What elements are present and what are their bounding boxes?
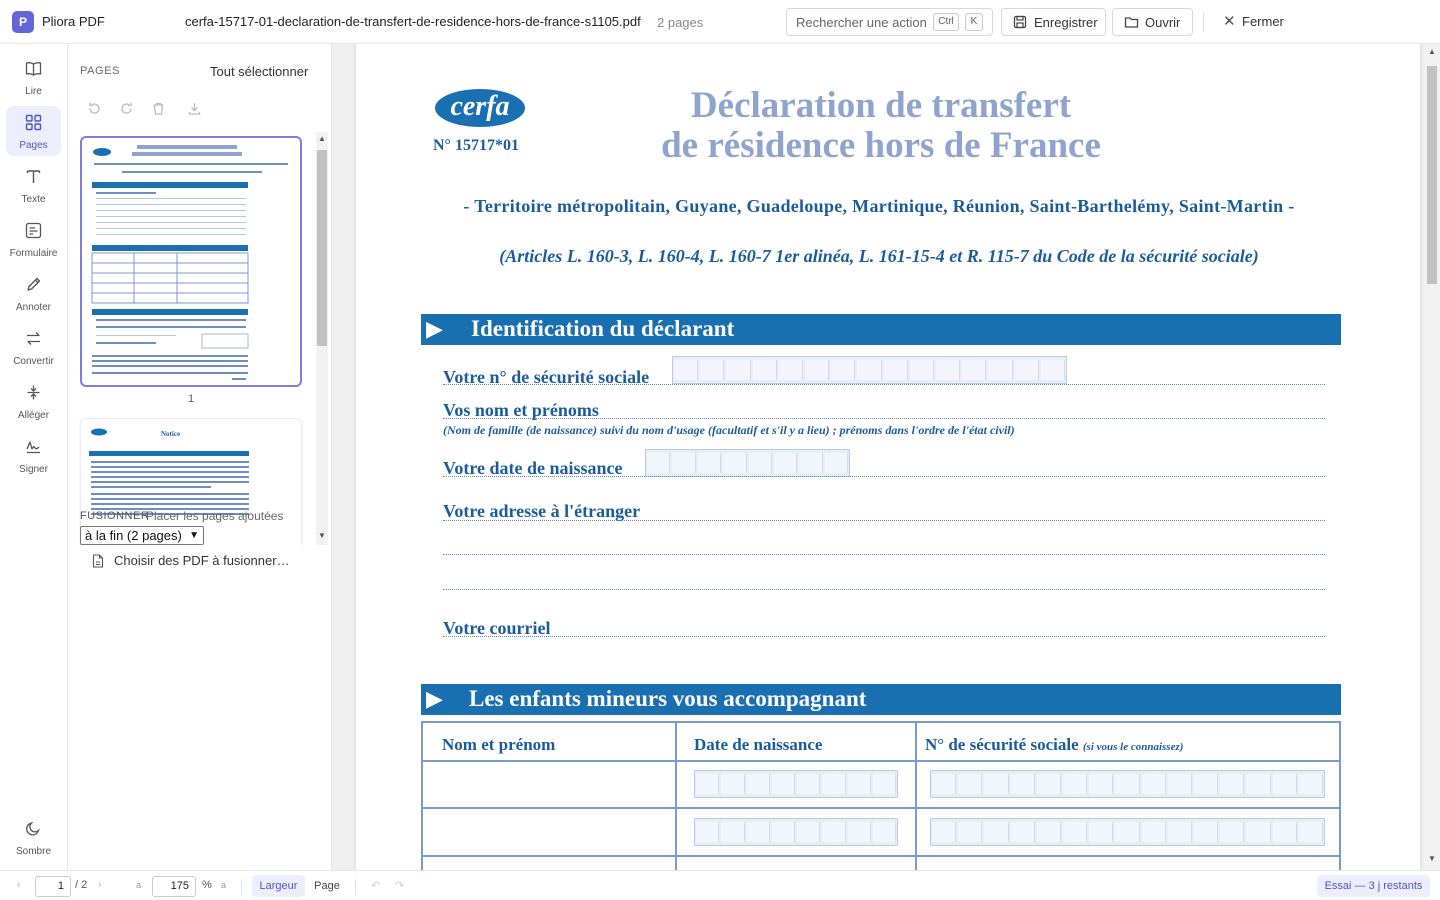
merge-section-label: FUSIONNER	[80, 510, 150, 522]
zoom-input[interactable]: 175	[152, 876, 196, 897]
document-title	[576, 86, 1186, 166]
dark-mode-label: Sombre	[15, 846, 51, 857]
cerfa-logo: cerfa	[435, 89, 525, 127]
child-ssn-box[interactable]	[1246, 774, 1270, 794]
dark-mode-toggle[interactable]	[6, 812, 61, 862]
section-title: Identification du déclarant	[471, 316, 735, 341]
rail-item-sign[interactable]	[6, 430, 61, 480]
ssn-input-boxes[interactable]	[672, 356, 1067, 384]
ssn-box[interactable]	[1041, 360, 1065, 380]
page-thumbnail-1[interactable]	[80, 136, 302, 387]
child-ssn-box[interactable]	[1089, 822, 1113, 842]
trash-icon[interactable]	[151, 101, 166, 116]
left-rail	[0, 44, 68, 870]
table-divider	[915, 723, 917, 870]
cerfa-number: N° 15717*01	[433, 137, 519, 154]
section-title: Les enfants mineurs vous accompagnant	[469, 686, 867, 711]
child-ssn-box[interactable]	[932, 774, 956, 794]
child-ssn-box[interactable]	[1299, 774, 1323, 794]
page-thumbnail-2-title: Notice	[161, 430, 181, 438]
ssn-box[interactable]	[988, 360, 1012, 380]
rail-label: Convertir	[13, 356, 54, 367]
column-header-ssn-note: (si vous le connaissez)	[1082, 741, 1184, 753]
status-bar	[0, 870, 1440, 900]
status-divider	[355, 879, 356, 895]
birth-date-input-boxes[interactable]	[645, 449, 850, 477]
child-birth-date-box[interactable]	[721, 774, 744, 794]
ssn-box[interactable]	[726, 360, 750, 380]
ssn-box[interactable]	[962, 360, 986, 380]
section-children	[421, 684, 1341, 715]
child-ssn-box[interactable]	[1142, 774, 1166, 794]
rail-label: Pages	[19, 140, 48, 151]
child-birth-date-box[interactable]	[747, 774, 770, 794]
scroll-down-arrow[interactable]: ▼	[1428, 854, 1436, 863]
app-logo: P	[12, 11, 34, 33]
thumbnails-scrollbar[interactable]	[316, 132, 328, 545]
folder-icon	[1124, 15, 1139, 29]
save-button[interactable]	[1001, 8, 1106, 36]
grid-icon	[25, 114, 42, 131]
search-action-label: Rechercher une action	[796, 15, 927, 30]
child-birth-date-box[interactable]	[822, 774, 845, 794]
zoom-out-icon[interactable]: a	[136, 880, 142, 890]
chevron-down-icon: ▼	[189, 530, 199, 541]
pages-panel-title: PAGES	[80, 65, 121, 77]
scroll-up-arrow[interactable]: ▲	[1428, 47, 1436, 56]
ssn-box[interactable]	[700, 360, 724, 380]
child-ssn-box[interactable]	[1142, 822, 1166, 842]
page-thumbnails	[68, 132, 332, 545]
document-viewport[interactable]	[332, 44, 1440, 870]
rotate-left-icon[interactable]	[87, 101, 102, 116]
merge-placement-label: Placer les pages ajoutées	[146, 509, 284, 523]
child-ssn-boxes[interactable]	[930, 818, 1325, 846]
table-divider	[423, 855, 1339, 857]
thumbnails-scroll-thumb[interactable]	[317, 150, 327, 346]
child-birth-date-box[interactable]	[848, 822, 871, 842]
child-ssn-box[interactable]	[1115, 822, 1139, 842]
child-ssn-box[interactable]	[958, 822, 982, 842]
child-ssn-box[interactable]	[984, 822, 1008, 842]
rail-label: Formulaire	[9, 248, 58, 259]
merge-placement-select[interactable]	[80, 526, 204, 545]
birth-date-box[interactable]	[799, 453, 822, 473]
ssn-box[interactable]	[753, 360, 777, 380]
birth-date-box[interactable]	[672, 453, 695, 473]
child-ssn-box[interactable]	[1037, 822, 1061, 842]
rail-label: Alléger	[17, 410, 50, 421]
child-ssn-box[interactable]	[1063, 822, 1087, 842]
trial-badge[interactable]: Essai — 3 j restants	[1317, 875, 1430, 897]
birth-date-box[interactable]	[774, 453, 797, 473]
ssn-box[interactable]	[910, 360, 934, 380]
file-page-count: 2 pages	[657, 15, 704, 30]
child-birth-date-boxes[interactable]	[694, 818, 898, 846]
children-table	[421, 721, 1341, 870]
child-birth-date-box[interactable]	[797, 774, 820, 794]
address-dotted-line-2[interactable]	[443, 554, 1325, 555]
child-ssn-box[interactable]	[1246, 822, 1270, 842]
child-ssn-box[interactable]	[1037, 774, 1061, 794]
save-icon	[1013, 15, 1027, 29]
child-ssn-box[interactable]	[1220, 822, 1244, 842]
close-button[interactable]	[1215, 8, 1295, 36]
top-bar	[0, 0, 1440, 44]
child-ssn-box[interactable]	[1011, 822, 1035, 842]
child-ssn-box[interactable]	[1011, 774, 1035, 794]
column-header-ssn	[925, 735, 1183, 755]
rail-label: Lire	[25, 86, 42, 97]
open-label: Ouvrir	[1145, 15, 1181, 30]
close-label: Fermer	[1242, 14, 1284, 29]
child-ssn-box[interactable]	[1168, 822, 1192, 842]
child-ssn-box[interactable]	[1273, 822, 1297, 842]
child-birth-date-box[interactable]	[721, 822, 744, 842]
table-divider	[675, 723, 677, 870]
section-arrow-icon: ▶	[426, 686, 443, 711]
pen-icon	[25, 276, 42, 293]
rail-item-form[interactable]	[6, 214, 61, 264]
table-divider	[423, 760, 1339, 762]
section-arrow-icon: ▶	[426, 316, 443, 341]
page-thumbnail-1-preview	[82, 138, 300, 385]
child-birth-date-box[interactable]	[848, 774, 871, 794]
child-birth-date-box[interactable]	[822, 822, 845, 842]
rail-item-read[interactable]	[6, 52, 61, 102]
undo-icon[interactable]: ↶	[371, 880, 381, 892]
birth-date-box[interactable]	[723, 453, 746, 473]
convert-icon	[25, 330, 42, 347]
child-ssn-box[interactable]	[958, 774, 982, 794]
column-header-birth-date: Date de naissance	[694, 735, 823, 754]
child-ssn-box[interactable]	[1063, 774, 1087, 794]
kbd-ctrl: Ctrl	[933, 13, 959, 31]
rail-label: Annoter	[15, 302, 52, 313]
document-scrollbar[interactable]	[1424, 44, 1440, 870]
search-action-input[interactable]	[786, 8, 993, 36]
child-birth-date-box[interactable]	[747, 822, 770, 842]
column-header-ssn-label: N° de sécurité sociale	[925, 735, 1079, 754]
field-note-name: (Nom de famille (de naissance) suivi du nom d'usage (facultatif et s'il y a lieu) ; prénoms dans l'ordre de l'état civil)	[443, 423, 1015, 437]
field-label-name: Vos nom et prénoms	[443, 400, 599, 420]
scroll-down-arrow[interactable]: ▼	[318, 531, 326, 540]
address-dotted-line-1[interactable]	[443, 520, 1325, 521]
page-thumbnail-1-number: 1	[187, 393, 195, 405]
ssn-box[interactable]	[884, 360, 908, 380]
rail-item-convert[interactable]	[6, 322, 61, 372]
child-birth-date-box[interactable]	[696, 822, 719, 842]
child-ssn-box[interactable]	[1194, 774, 1218, 794]
redo-icon[interactable]: ↷	[395, 880, 405, 892]
address-dotted-line-3[interactable]	[443, 589, 1325, 590]
rail-item-pages[interactable]	[6, 106, 61, 156]
ssn-box[interactable]	[674, 360, 698, 380]
kbd-k: K	[965, 13, 983, 31]
child-ssn-box[interactable]	[1220, 774, 1244, 794]
ssn-box[interactable]	[779, 360, 803, 380]
section-identification	[421, 314, 1341, 345]
child-birth-date-box[interactable]	[873, 774, 896, 794]
merge-placement-value: à la fin (2 pages)	[85, 528, 182, 543]
ssn-box[interactable]	[831, 360, 855, 380]
choose-pdf-label: Choisir des PDF à fusionner…	[114, 553, 290, 568]
document-title-line-2: de résidence hors de France	[661, 125, 1101, 166]
rotate-right-icon[interactable]	[119, 101, 134, 116]
child-ssn-boxes[interactable]	[930, 770, 1325, 798]
child-ssn-box[interactable]	[1115, 774, 1139, 794]
birth-date-dotted-line	[443, 476, 1325, 477]
child-birth-date-box[interactable]	[797, 822, 820, 842]
fit-page-button[interactable]: Page	[314, 880, 340, 892]
child-ssn-box[interactable]	[1273, 774, 1297, 794]
rail-item-annotate[interactable]	[6, 268, 61, 318]
child-ssn-box[interactable]	[1089, 774, 1113, 794]
child-ssn-box[interactable]	[984, 774, 1008, 794]
child-ssn-box[interactable]	[1194, 822, 1218, 842]
page-total: / 2	[75, 879, 88, 891]
document-articles: (Articles L. 160-3, L. 160-4, L. 160-7 1er alinéa, L. 161-15-4 et R. 115-7 du Code de la sécurité sociale)	[499, 246, 1259, 266]
app-name: Pliora PDF	[42, 14, 105, 29]
table-divider	[423, 807, 1339, 809]
field-label-birth-date: Votre date de naissance	[443, 458, 623, 478]
birth-date-box[interactable]	[825, 453, 848, 473]
scroll-up-arrow[interactable]: ▲	[318, 134, 326, 143]
file-icon	[92, 554, 104, 568]
field-label-address: Votre adresse à l'étranger	[443, 501, 641, 521]
child-birth-date-boxes[interactable]	[694, 770, 898, 798]
rail-item-text[interactable]	[6, 160, 61, 210]
compress-icon	[25, 384, 42, 401]
rail-item-compress[interactable]	[6, 376, 61, 426]
column-header-name: Nom et prénom	[442, 735, 556, 754]
signature-icon	[25, 438, 42, 455]
field-label-ssn: Votre n° de sécurité sociale	[443, 367, 650, 387]
rail-label: Signer	[19, 464, 48, 475]
zoom-in-icon[interactable]: a	[221, 880, 227, 890]
ssn-box[interactable]	[805, 360, 829, 380]
rail-label: Texte	[21, 194, 46, 205]
ssn-box[interactable]	[857, 360, 881, 380]
open-button[interactable]	[1112, 8, 1193, 36]
status-divider	[241, 879, 242, 895]
document-title-line-1: Déclaration de transfert	[690, 85, 1072, 126]
child-ssn-box[interactable]	[932, 822, 956, 842]
ssn-dotted-line	[443, 384, 1325, 385]
child-birth-date-box[interactable]	[772, 822, 795, 842]
ssn-box[interactable]	[1015, 360, 1039, 380]
child-birth-date-box[interactable]	[873, 822, 896, 842]
text-icon	[25, 168, 42, 185]
email-dotted-line[interactable]	[443, 636, 1325, 637]
fit-width-button[interactable]: Largeur	[252, 875, 305, 897]
moon-icon	[25, 820, 42, 837]
document-scroll-thumb[interactable]	[1427, 66, 1437, 284]
save-label: Enregistrer	[1034, 15, 1098, 30]
next-page-icon[interactable]: ›	[98, 879, 102, 891]
form-icon	[25, 222, 42, 239]
select-all-link[interactable]: Tout sélectionner	[210, 64, 309, 79]
document-subtitle: - Territoire métropolitain, Guyane, Guadeloupe, Martinique, Réunion, Saint-Barthelémy, Saint-Martin -	[463, 196, 1295, 216]
toolbar-divider	[1203, 12, 1204, 32]
pdf-page	[356, 44, 1420, 870]
file-name: cerfa-15717-01-declaration-de-transfert-de-residence-hors-de-france-s1105.pdf	[185, 14, 641, 29]
ssn-box[interactable]	[936, 360, 960, 380]
page-number-input[interactable]: 1	[35, 876, 71, 897]
pages-panel	[68, 44, 332, 870]
zoom-unit: %	[202, 879, 212, 891]
birth-date-box[interactable]	[647, 453, 670, 473]
previous-page-icon[interactable]: ‹	[17, 879, 21, 891]
book-icon	[25, 60, 42, 77]
field-label-email: Votre courriel	[443, 618, 551, 638]
child-birth-date-box[interactable]	[696, 774, 719, 794]
close-icon: ✕	[1223, 13, 1236, 30]
birth-date-box[interactable]	[749, 453, 772, 473]
child-ssn-box[interactable]	[1168, 774, 1192, 794]
child-ssn-box[interactable]	[1299, 822, 1323, 842]
name-dotted-line[interactable]	[443, 418, 1325, 419]
download-icon[interactable]	[187, 101, 202, 116]
birth-date-box[interactable]	[698, 453, 721, 473]
child-birth-date-box[interactable]	[772, 774, 795, 794]
